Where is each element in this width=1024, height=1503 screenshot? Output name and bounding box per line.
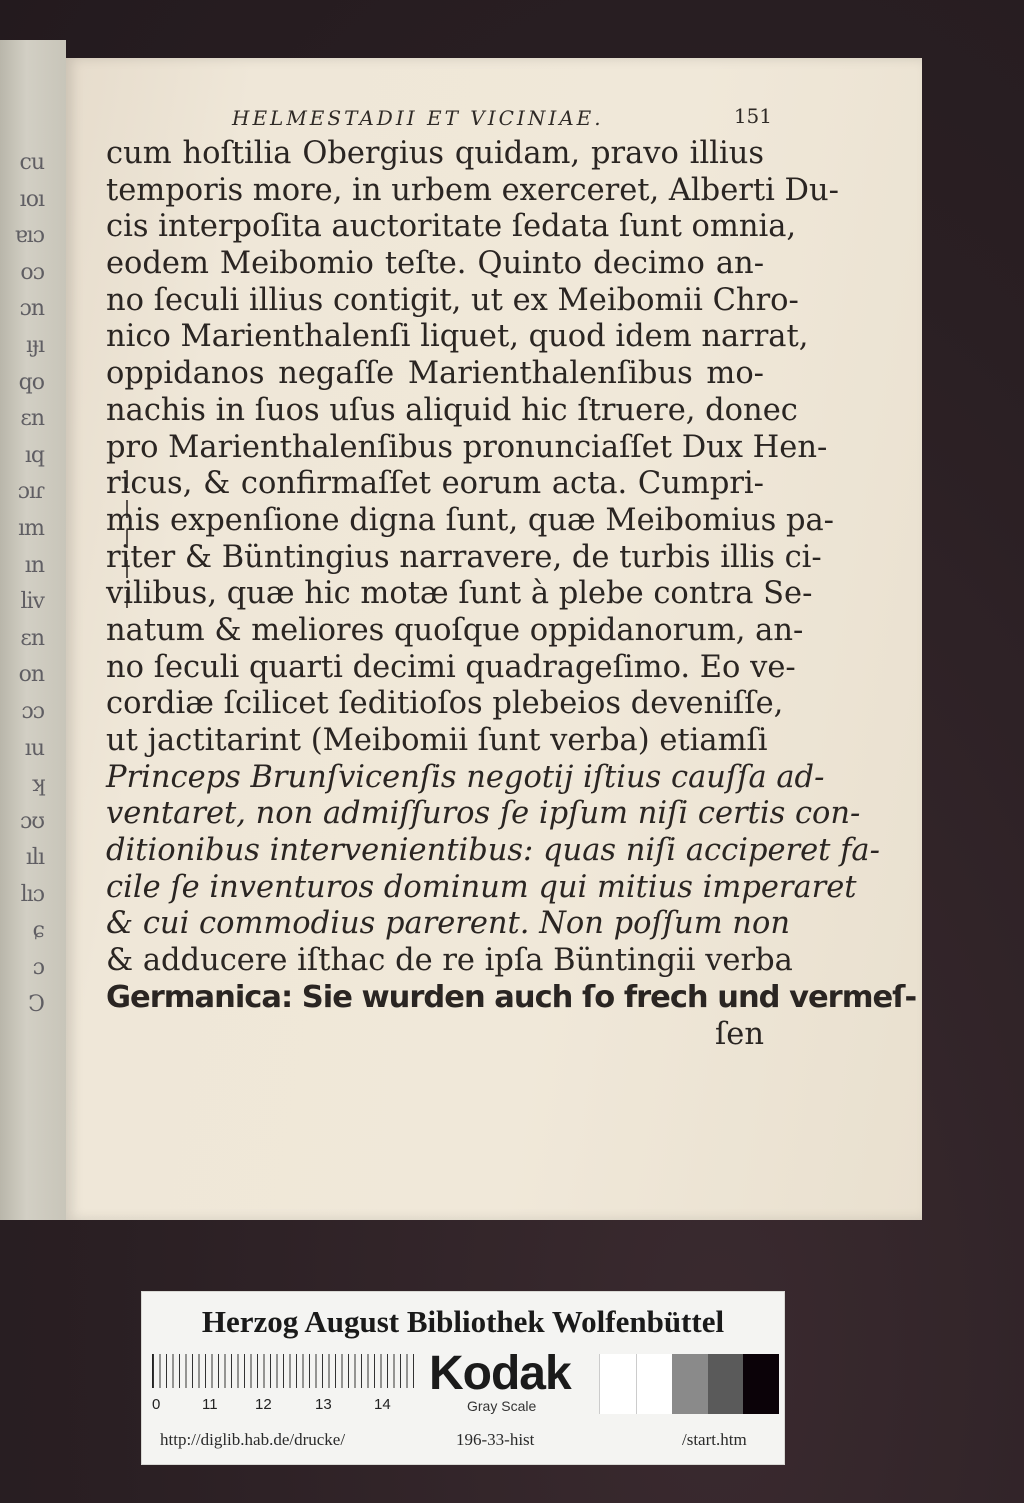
ruler-label: 11 [202, 1396, 218, 1413]
running-head [232, 106, 772, 136]
url-right: /start.htm [682, 1430, 747, 1449]
text-line: nachis in ſuos uſus aliquid hic ſtruere, donec [106, 392, 798, 428]
gray-scale-label: Gray Scale [467, 1398, 537, 1414]
running-head-title: HELMESTADII ET VICINIAE. [232, 106, 604, 130]
text-line: pro Marienthalenſibus pronunciaſſet Dux Hen- [106, 429, 828, 465]
gray-patch [599, 1354, 636, 1414]
text-line: cum hoſtilia Obergius quidam, pravo illius [106, 136, 764, 171]
previous-page-fragment: ıu [24, 735, 44, 761]
ruler-label: 12 [255, 1396, 272, 1413]
previous-page-fragment: ın [24, 552, 44, 578]
previous-page-edge [0, 40, 66, 1220]
previous-page-fragment: ɔʊ [20, 808, 44, 834]
text-line: Princeps Brunſvicenſis negotij iſtius cauſſa ad- [106, 759, 825, 795]
gray-patch [672, 1354, 708, 1414]
text-line: cile ſe inventuros dominum qui mitius imperaret [106, 869, 857, 905]
text-line: ditionibus intervenientibus: quas niſi acciperet fa- [106, 833, 880, 869]
text-line: nico Marienthalenſi liquet, quod idem narrat, [106, 319, 809, 355]
text-line: vilibus, quæ hic motæ ſunt à plebe contra Se- [106, 576, 813, 612]
text-line: cis interpoſita auctoritate ſedata ſunt omnia, [106, 209, 797, 245]
card-title: Herzog August Bibliothek Wolfenbüttel [201, 1304, 725, 1339]
previous-page-fragment: oɔ [20, 259, 44, 285]
previous-page-fragment: ɔıɾ [17, 479, 44, 505]
gray-patch [743, 1354, 779, 1414]
text-line: oppidanos negaſſe Marienthalenſibus mo- [106, 356, 764, 392]
text-line: mis expenſione digna ſunt, quæ Meibomius pa- [106, 502, 834, 538]
text-line: cordiæ ſcilicet ſeditioſos plebeios deveniſſe, [106, 686, 784, 722]
previous-page-fragment: ıɟı [25, 332, 44, 358]
color-calibration-card [141, 1291, 785, 1465]
previous-page-fragment: ɕ [32, 918, 44, 944]
url-middle: 196-33-hist [456, 1430, 535, 1449]
previous-page-fragment: ɛn [20, 625, 44, 651]
text-line: natum & meliores quoſque oppidanorum, an- [106, 612, 804, 648]
previous-page-fragment: on [18, 662, 44, 688]
kodak-logo: Kodak [429, 1347, 571, 1400]
previous-page-fragment: cu [19, 150, 44, 175]
previous-page-fragment: ıq [24, 442, 44, 468]
previous-page-text [0, 145, 66, 1023]
previous-page-fragment: ɔ [32, 955, 44, 981]
gray-patch [636, 1354, 673, 1414]
text-line: ſen [715, 1016, 764, 1052]
ruler-label: 0 [152, 1396, 161, 1413]
text-line: eodem Meibomio teſte. Quinto decimo an- [106, 246, 764, 282]
previous-page-fragment: liv [20, 589, 44, 615]
text-line: ventaret, non admiſſuros ſe ipſum niſi certis con- [106, 796, 861, 832]
text-line: ut jactitarint (Meibomii ſunt verba) etiamſi [106, 723, 768, 758]
folio-number: 151 [733, 104, 772, 128]
url-left: http://diglib.hab.de/drucke/ [160, 1430, 346, 1449]
gray-patch [708, 1354, 744, 1414]
text-line: & cui commodius parerent. Non poſſum non [106, 906, 790, 942]
previous-page-fragment: ʞ [31, 772, 44, 798]
text-line: temporis more, in urbem exerceret, Alberti Du- [106, 172, 839, 208]
text-line: ricus, & confirmaſſet eorum acta. Cumpri- [106, 466, 764, 502]
ruler-ticks [152, 1354, 415, 1388]
ruler-label: 13 [315, 1396, 332, 1413]
measurement-ruler [152, 1354, 414, 1413]
previous-page-fragment: ıoı [19, 186, 44, 212]
previous-page-fragment: ɔn [19, 296, 44, 322]
page-text-block [106, 136, 917, 1053]
ruler-label: 14 [374, 1396, 391, 1413]
text-line: no ſeculi illius contigit, ut ex Meibomii Chro- [106, 282, 799, 318]
text-line: no ſeculi quarti decimi quadrageſimo. Eo ve- [106, 649, 796, 685]
previous-page-fragment: ɐıɔ [14, 223, 44, 249]
previous-page-fragment: ɛn [20, 406, 44, 432]
text-line: riter & Büntingius narravere, de turbis illis ci- [106, 539, 822, 575]
gray-scale-patches [599, 1354, 779, 1414]
previous-page-fragment: ɔɔ [21, 698, 44, 724]
previous-page-fragment: ım [18, 515, 44, 541]
previous-page-fragment: ılı [25, 845, 44, 871]
previous-page-fragment: qo [18, 369, 44, 395]
text-line: & adducere iſthac de re ipſa Büntingii verba [106, 943, 793, 979]
text-line: Germanica: Sie wurden auch ſo frech und vermeſ- [106, 979, 917, 1015]
previous-page-fragment: lıɔ [20, 881, 44, 907]
previous-page-fragment: Ↄ [28, 991, 44, 1017]
